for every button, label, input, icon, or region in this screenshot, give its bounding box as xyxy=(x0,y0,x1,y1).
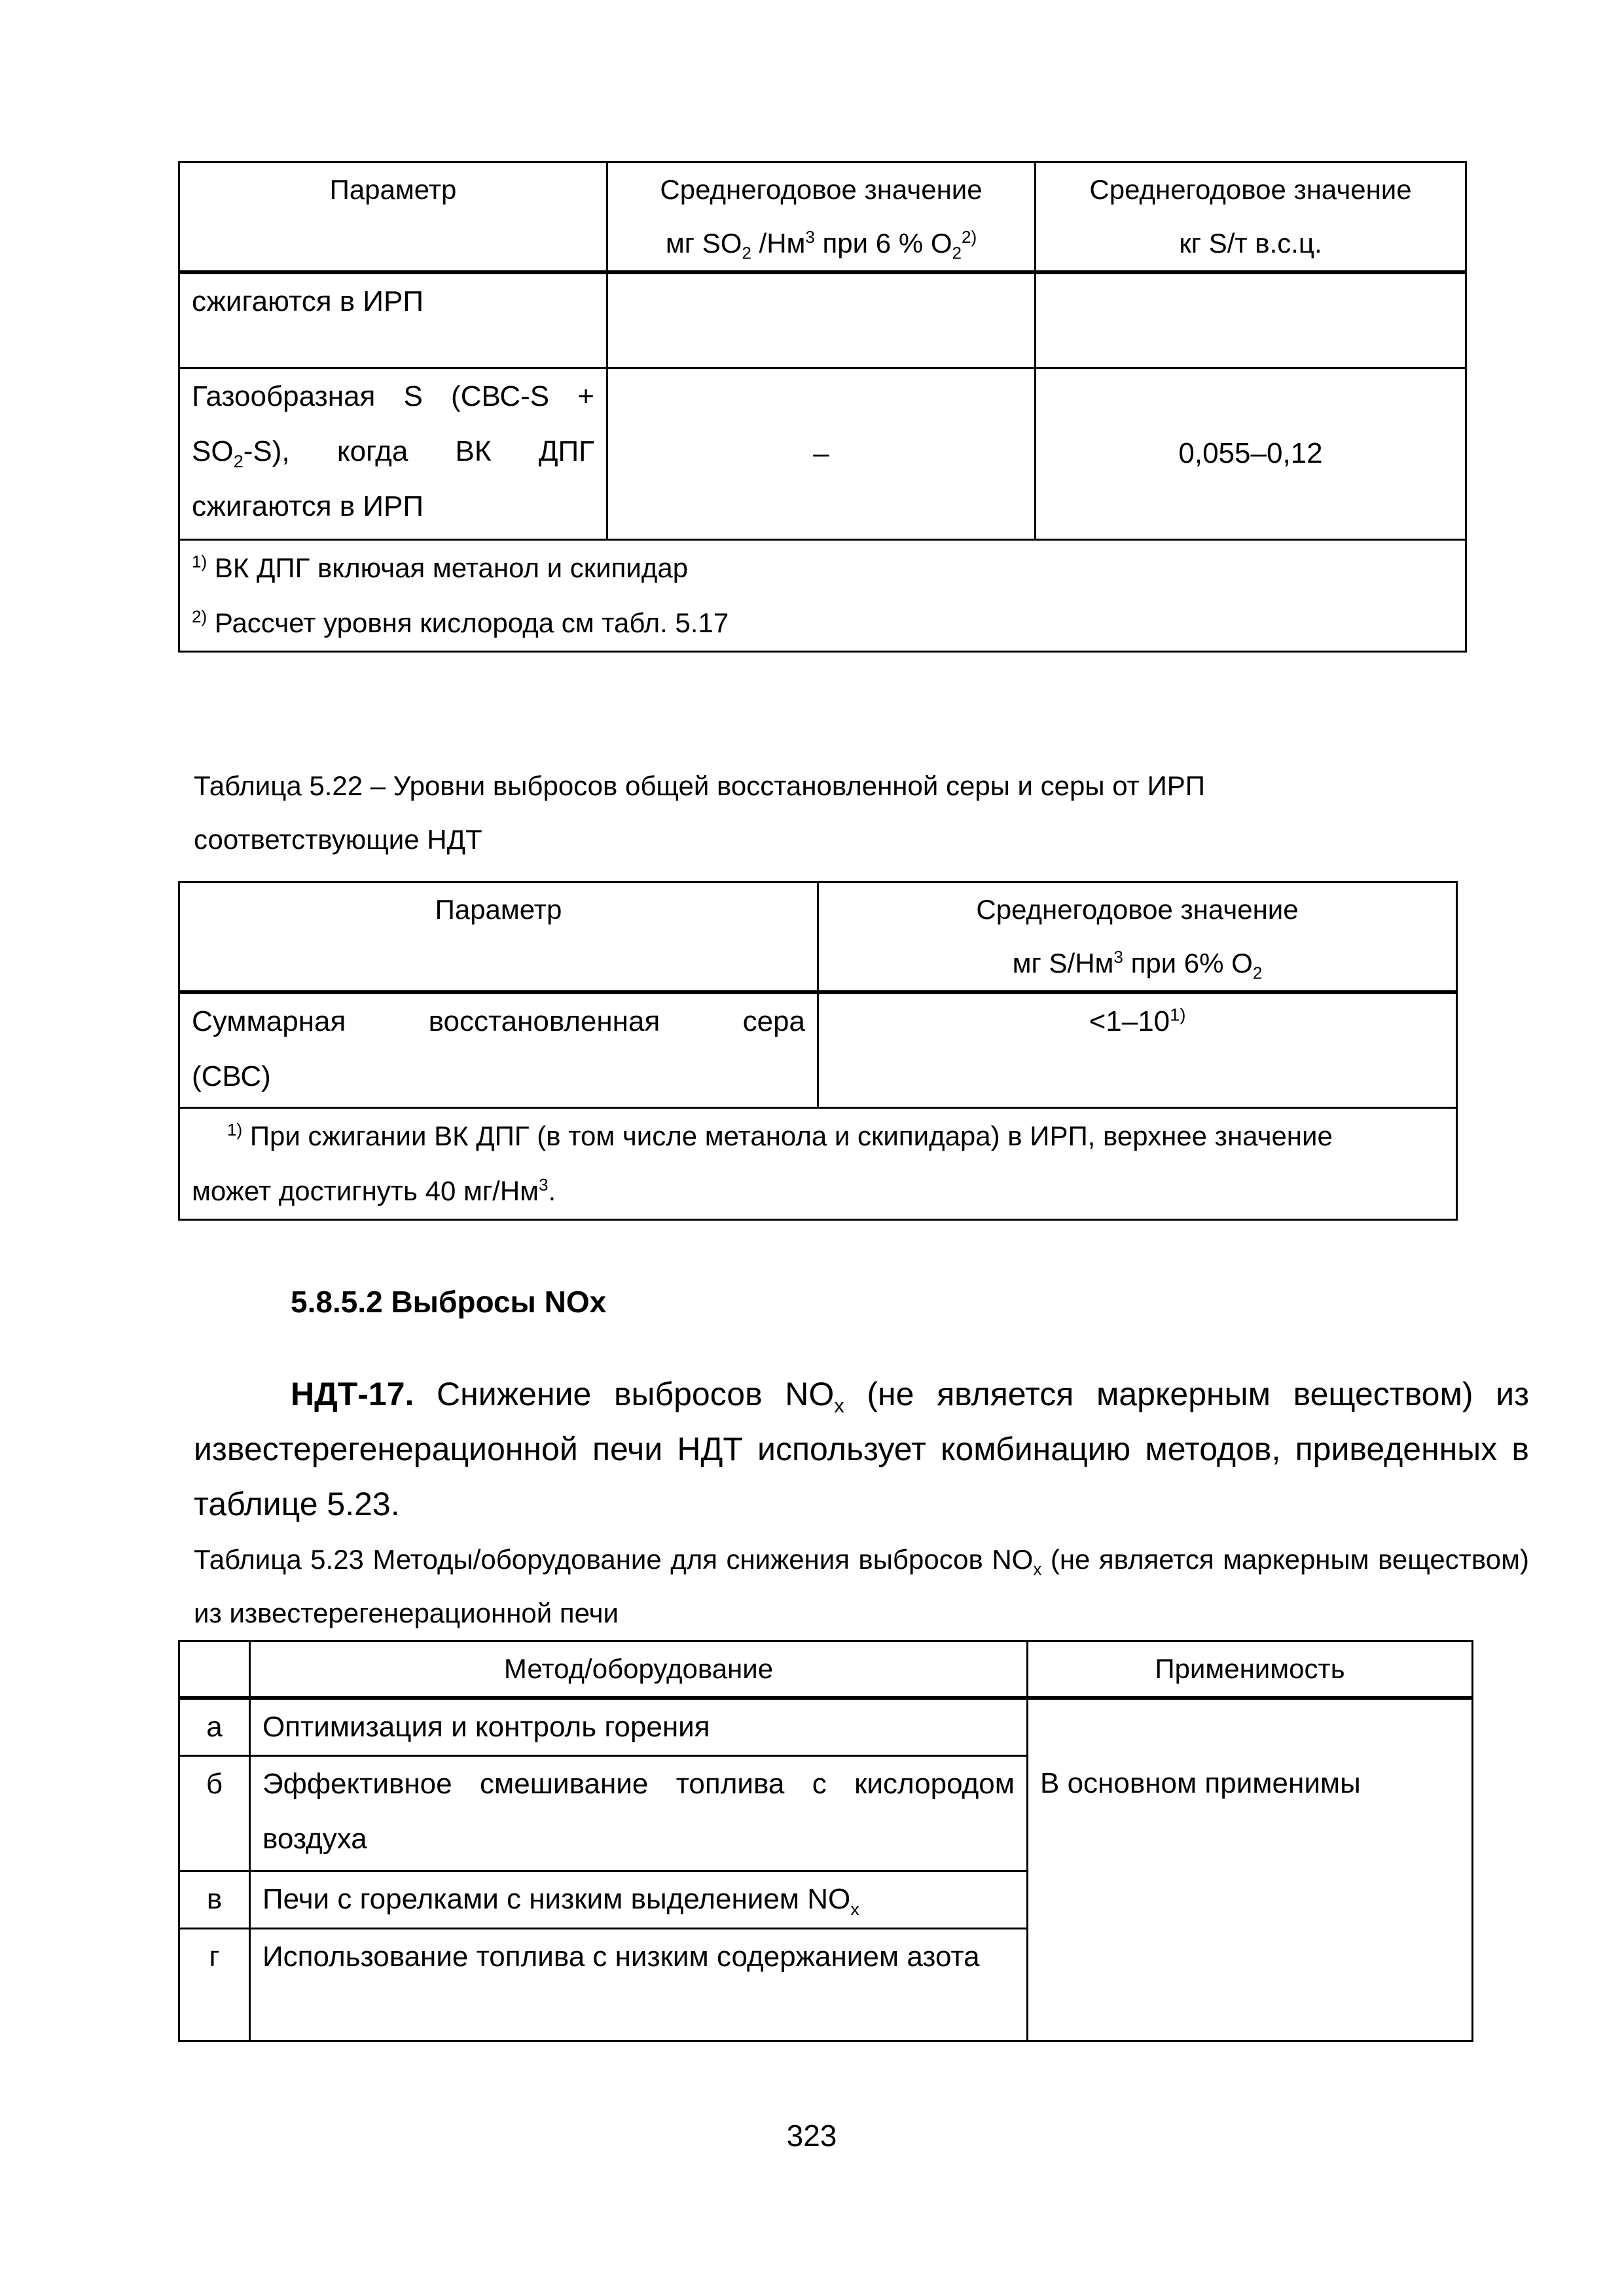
row-param: Газообразная S (СВС-S + $SO_2-S$), когда ВК ДПГ сжигаются в ИРП xyxy=(179,368,607,539)
page-number: 323 xyxy=(786,2119,837,2153)
row-value-kg: 0,055–0,12 xyxy=(1036,368,1466,539)
table-row xyxy=(179,992,1457,1107)
row-letter: б xyxy=(179,1756,250,1871)
table-header-row xyxy=(179,882,1457,993)
row-method: Оптимизация и контроль горения xyxy=(250,1698,1028,1756)
table-notes: $^{1)}$ При сжигании ВК ДПГ (в том числе метанола и скипидара) в ИРП, верхнее значение может достигнуть 40 $мг/Нм^3$. xyxy=(179,1107,1457,1219)
table-523-caption: Таблица 5.23 Методы/оборудование для снижения выбросов $NO_x$ (не является маркерным веществом) из известерегенерационной печи xyxy=(194,1544,1529,1628)
row-param: Суммарная восстановленная сера (СВС) xyxy=(179,992,818,1107)
body-paragraph: НДТ-17. Снижение выбросов $NO_x$ (не является маркерным веществом) из известерегенерационной печи НДТ использует комбинацию методов, приведенных в таблице 5.23. xyxy=(194,1376,1529,1522)
table-row xyxy=(179,368,1466,539)
table-row xyxy=(179,272,1466,368)
row-method: Эффективное смешивание топлива с кислородом воздуха xyxy=(250,1756,1028,1871)
table-522 xyxy=(178,881,1458,1221)
header-method: Метод/оборудование xyxy=(250,1641,1028,1698)
row-method: Печи с горелками с низким выделением $NO_x$ xyxy=(250,1871,1028,1929)
section-heading: 5.8.5.2 Выбросы NOx xyxy=(291,1285,607,1319)
header-annual-kg: Среднегодовое значение кг S/т в.с.ц. xyxy=(1036,162,1466,273)
row-value: $<1-10^{1)}$ xyxy=(818,992,1457,1107)
row-letter: г xyxy=(179,1929,250,2041)
row-method: Использование топлива с низким содержанием азота xyxy=(250,1929,1028,2041)
continued-table xyxy=(178,161,1467,653)
row-letter: в xyxy=(179,1871,250,1929)
table-header-row xyxy=(179,162,1466,273)
header-param: Параметр xyxy=(179,882,818,993)
header-annual-value: Среднегодовое значение мг $S/Нм^3$ при 6% $O_2$ xyxy=(818,882,1457,993)
header-annual-mg: Среднегодовое значение мг $SO_2$ $/Нм^3$ при 6 % $O_2^{2)}$ xyxy=(607,162,1036,273)
row-value-mg: – xyxy=(607,368,1036,539)
row-letter: а xyxy=(179,1698,250,1756)
applicability-cell: В основном применимы xyxy=(1028,1698,1473,2041)
table-522-caption: Таблица 5.22 – Уровни выбросов общей восстановленной серы и серы от ИРП соответствующие НДТ xyxy=(194,770,1205,855)
table-notes-row xyxy=(179,1107,1457,1219)
table-notes-row xyxy=(179,539,1466,651)
header-applicability: Применимость xyxy=(1028,1641,1473,1698)
table-notes: $^{1)}$ ВК ДПГ включая метанол и скипидар $^{2)}$ Рассчет уровня кислорода см табл. 5.17 xyxy=(179,539,1466,651)
header-param: Параметр xyxy=(179,162,607,273)
table-header-row xyxy=(179,1641,1473,1698)
row-param: сжигаются в ИРП xyxy=(179,272,607,368)
table-row xyxy=(179,1698,1473,1756)
table-523 xyxy=(178,1640,1473,2042)
